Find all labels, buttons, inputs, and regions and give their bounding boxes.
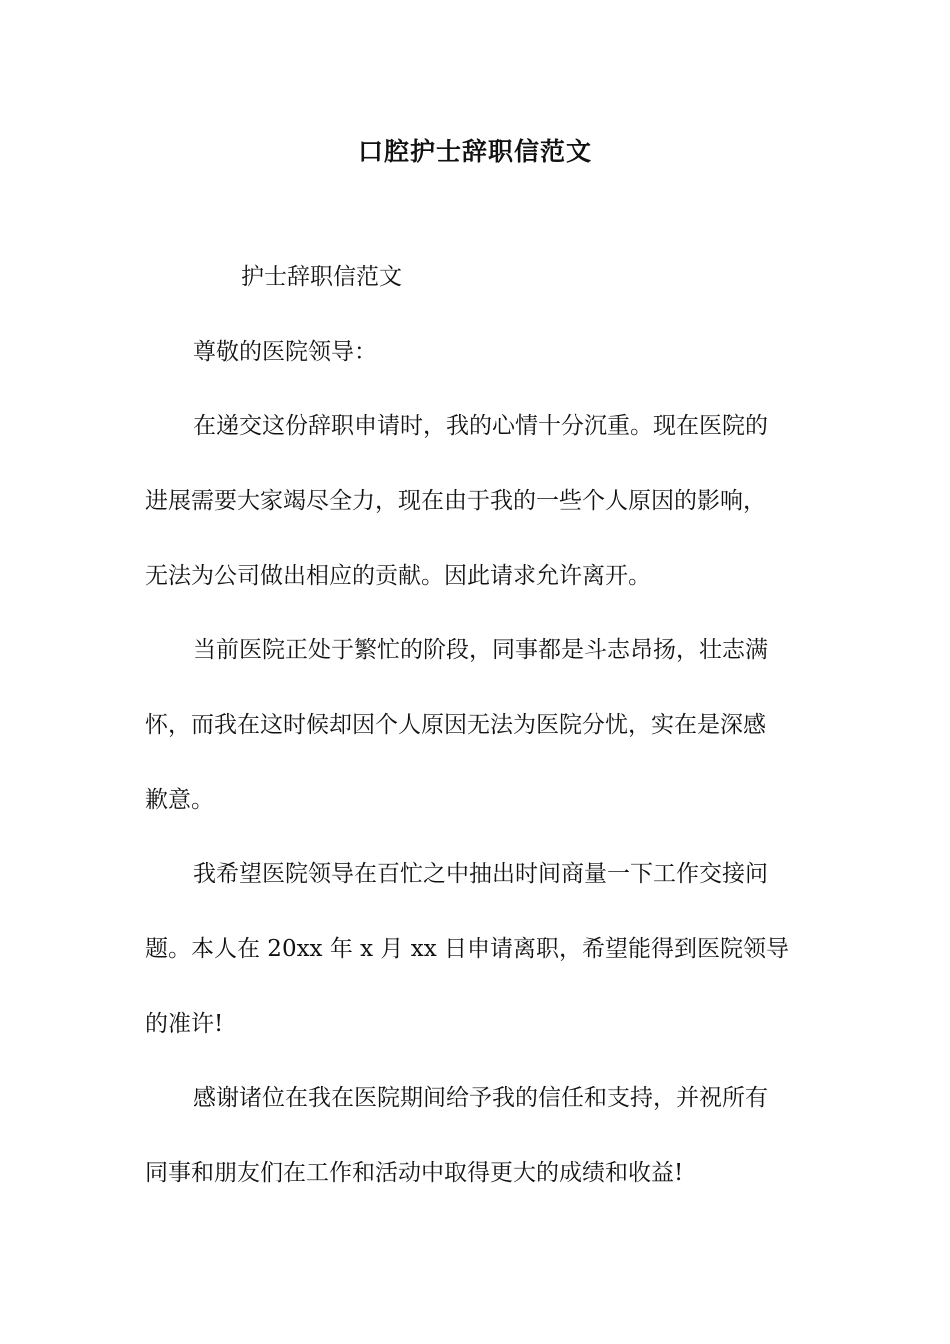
paragraph-3-line-3: 的准许! [145,1011,224,1037]
paragraph-3-line-1: 我希望医院领导在百忙之中抽出时间商量一下工作交接问 [193,861,768,887]
document-title: 口腔护士辞职信范文 [357,137,592,166]
salutation-line: 尊敬的医院领导： [193,339,377,365]
document-subtitle: 护士辞职信范文 [241,264,402,290]
paragraph-1-line-2: 进展需要大家竭尽全力，现在由于我的一些个人原因的影响， [145,488,766,514]
paragraph-3-line-2: 题。本人在 20xx 年 x 月 xx 日申请离职，希望能得到医院领导 [145,936,789,962]
paragraph-4-line-2: 同事和朋友们在工作和活动中取得更大的成绩和收益! [145,1160,684,1186]
paragraph-2-line-1: 当前医院正处于繁忙的阶段，同事都是斗志昂扬，壮志满 [193,637,768,663]
paragraph-4-line-1: 感谢诸位在我在医院期间给予我的信任和支持，并祝所有 [193,1085,768,1111]
paragraph-2-line-2: 怀，而我在这时候却因个人原因无法为医院分忧，实在是深感 [145,712,766,738]
paragraph-2-line-3: 歉意。 [145,787,214,813]
paragraph-1-line-3: 无法为公司做出相应的贡献。因此请求允许离开。 [145,563,651,589]
paragraph-1-line-1: 在递交这份辞职申请时，我的心情十分沉重。现在医院的 [193,413,768,439]
